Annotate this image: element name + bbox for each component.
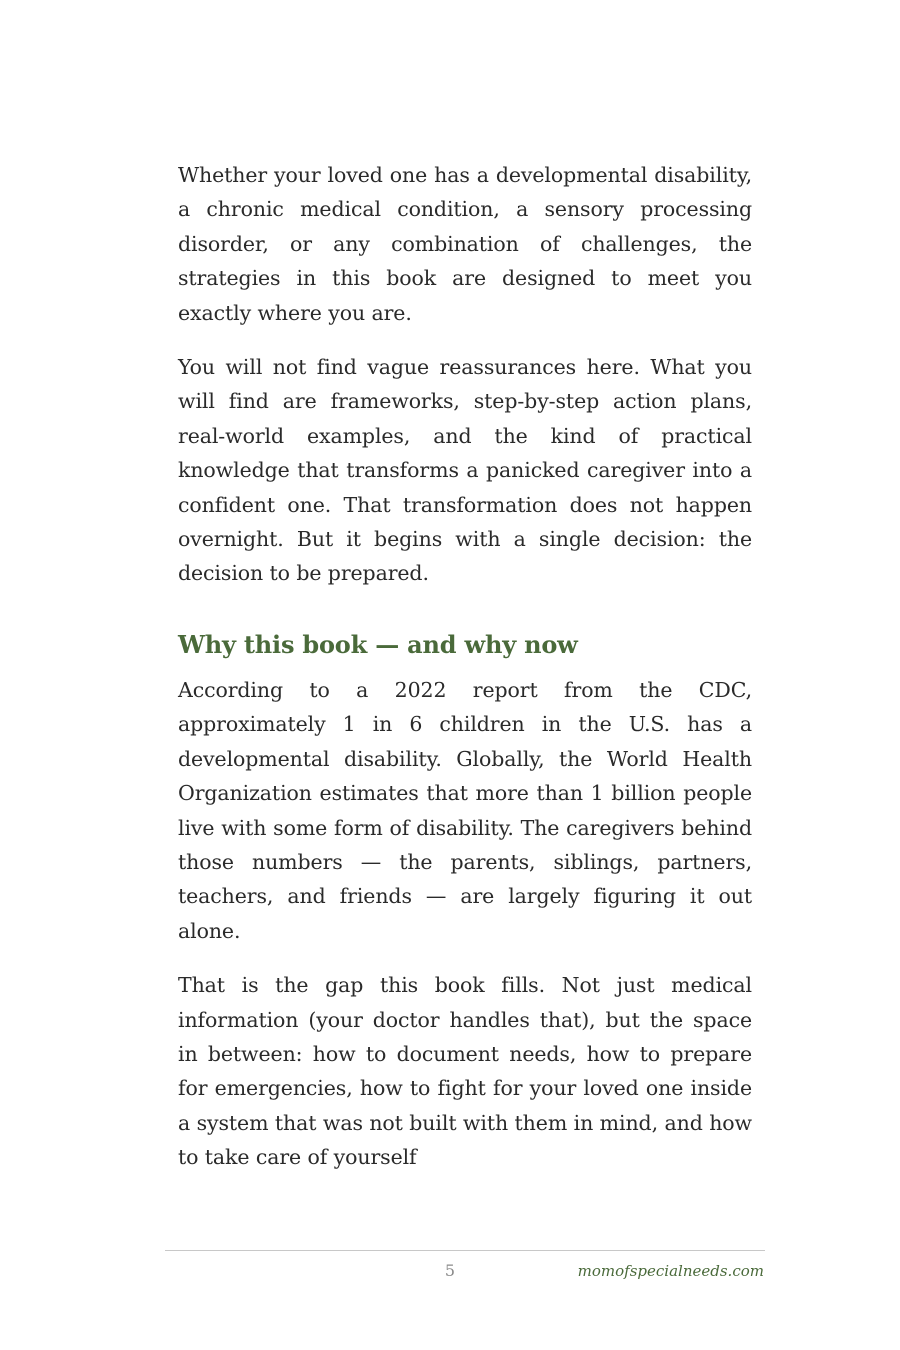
footer-website: momofspecialneeds.com [577, 1262, 764, 1280]
section-paragraph: That is the gap this book fills. Not just medical information (your doctor handles that), but the space in between: how to document needs, how to prepare for emergencies, how to fight for your loved one inside a system that was not built with them in mind, and how to take care of yourself [178, 973, 752, 1170]
footer-divider [165, 1250, 765, 1251]
page-content [178, 158, 752, 1175]
page-number: 5 [444, 1261, 456, 1280]
body-paragraph: Whether your loved one has a developmental disability, a chronic medical condition, a sensory processing disorder, or any combination of challenges, the strategies in this book are designed to meet you exactly where you are. [178, 163, 752, 325]
section-paragraph: According to a 2022 report from the CDC, approximately 1 in 6 children in the U.S. has a developmental disability. Globally, the World Health Organization estimates that more than 1 billion people live with some form of disability. The caregivers behind those numbers — the parents, siblings, partners, teachers, and friends — are largely figuring it out alone. [178, 677, 752, 943]
body-paragraph: You will not find vague reassurances here. What you will find are frameworks, step-by-step action plans, real-world examples, and the kind of practical knowledge that transforms a panicked caregiver into a confident one. That transformation does not happen overnight. But it begins with a single decision: the decision to be prepared. [178, 355, 752, 586]
section-heading: Why this book — and why now [178, 629, 578, 659]
